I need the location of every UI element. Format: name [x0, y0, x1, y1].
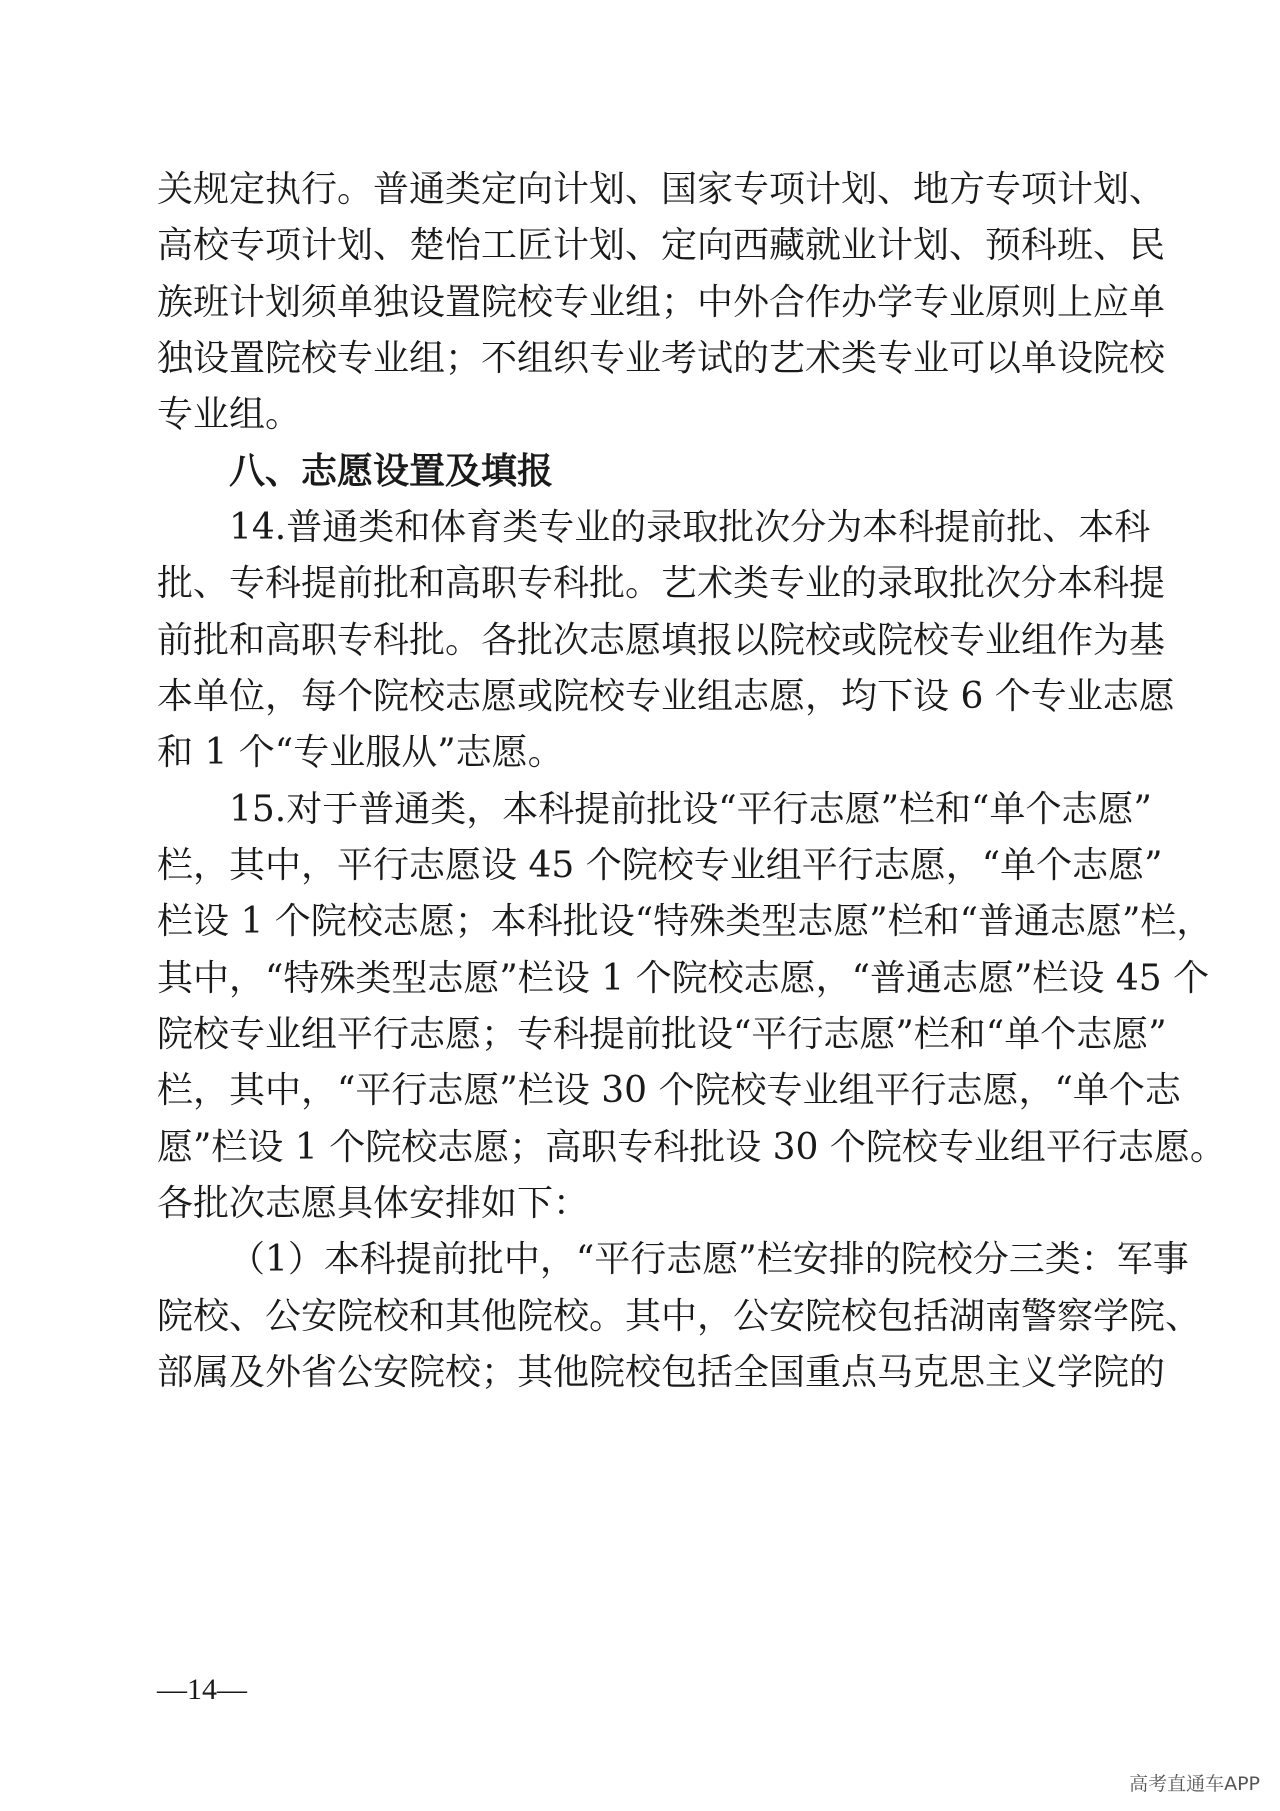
body-line: （1）本科提前批中，“平行志愿”栏安排的院校分三类：军事 [229, 1239, 1189, 1280]
body-line: 栏设 1 个院校志愿；本科批设“特殊类型志愿”栏和“普通志愿”栏， [157, 901, 1213, 942]
body-line: 院校、公安院校和其他院校。其中，公安院校包括湖南警察学院、 [157, 1296, 1202, 1337]
body-line: 愿”栏设 1 个院校志愿；高职专科批设 30 个院校专业组平行志愿。 [157, 1127, 1226, 1168]
body-line: 栏，其中，平行志愿设 45 个院校专业组平行志愿，“单个志愿” [157, 845, 1163, 886]
body-line: 批、专科提前批和高职专科批。艺术类专业的录取批次分本科提 [157, 563, 1166, 604]
body-line: 各批次志愿具体安排如下： [157, 1183, 590, 1224]
body-line: 前批和高职专科批。各批次志愿填报以院校或院校专业组作为基 [157, 620, 1166, 661]
body-line: 族班计划须单独设置院校专业组；中外合作办学专业原则上应单 [157, 282, 1166, 323]
body-line: 本单位，每个院校志愿或院校专业组志愿，均下设 6 个专业志愿 [157, 676, 1175, 717]
page-number: —14— [157, 1673, 247, 1706]
body-line: 关规定执行。普通类定向计划、国家专项计划、地方专项计划、 [157, 169, 1166, 210]
body-line: 专业组。 [157, 394, 302, 435]
app-watermark: 高考直通车APP [1129, 1773, 1260, 1795]
body-line: 其中，“特殊类型志愿”栏设 1 个院校志愿，“普通志愿”栏设 45 个 [157, 958, 1210, 999]
body-line: 独设置院校专业组；不组织专业考试的艺术类专业可以单设院校 [157, 338, 1166, 379]
body-line: 栏，其中，“平行志愿”栏设 30 个院校专业组平行志愿，“单个志 [157, 1070, 1181, 1111]
body-line: 14.普通类和体育类专业的录取批次分为本科提前批、本科 [229, 507, 1151, 548]
body-line: 高校专项计划、楚怡工匠计划、定向西藏就业计划、预科班、民 [157, 225, 1166, 266]
body-line: 部属及外省公安院校；其他院校包括全国重点马克思主义学院的 [157, 1352, 1166, 1393]
section-heading: 八、志愿设置及填报 [229, 451, 554, 492]
body-line: 15.对于普通类，本科提前批设“平行志愿”栏和“单个志愿” [229, 789, 1152, 830]
body-line: 和 1 个“专业服从”志愿。 [157, 732, 564, 773]
body-line: 院校专业组平行志愿；专科提前批设“平行志愿”栏和“单个志愿” [157, 1014, 1167, 1055]
